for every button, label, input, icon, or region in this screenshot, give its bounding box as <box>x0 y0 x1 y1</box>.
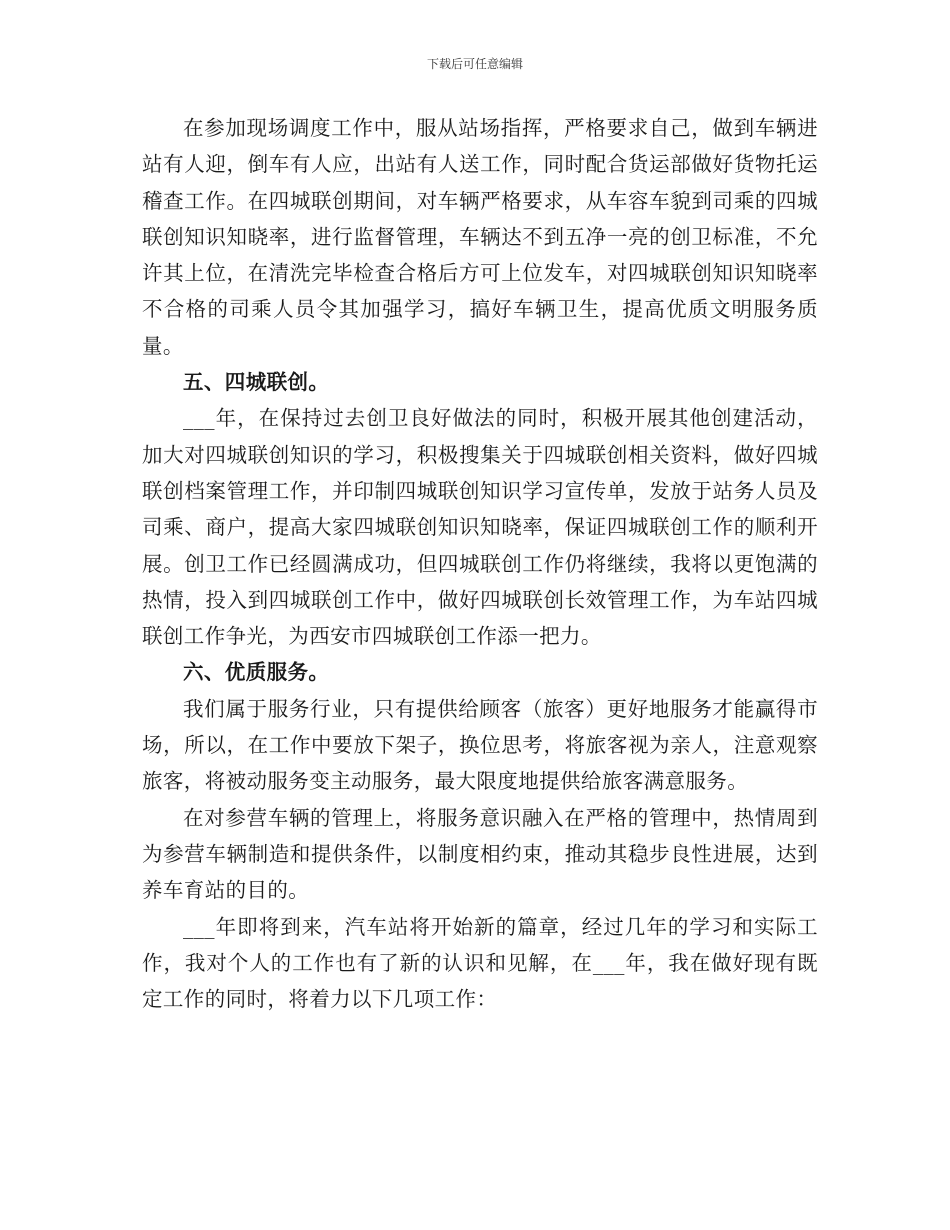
paragraph-service: 我们属于服务行业，只有提供给顾客（旅客）更好地服务才能赢得市场，所以，在工作中要放下架子，换位思考，将旅客视为亲人，注意观察旅客，将被动服务变主动服务，最大限度地提供给旅客满意服务。 <box>142 696 818 794</box>
document-body <box>142 110 818 1017</box>
paragraph-vehicle-management: 在对参营车辆的管理上，将服务意识融入在严格的管理中，热情周到为参营车辆制造和提供条件，以制度相约束，推动其稳步良性进展，达到养车育站的目的。 <box>142 805 818 903</box>
paragraph-four-city: ___年，在保持过去创卫良好做法的同时，积极开展其他创建活动，加大对四城联创知识的学习，积极搜集关于四城联创相关资料，做好四城联创档案管理工作，并印制四城联创知识学习宣传单，发放于站务人员及司乘、商户，提高大家四城联创知识知晓率，保证四城联创工作的顺利开展。创卫工作已经圆满成功，但四城联创工作仍将继续，我将以更饱满的热情，投入到四城联创工作中，做好四城联创长效管理工作，为车站四城联创工作争光，为西安市四城联创工作添一把力。 <box>142 406 818 649</box>
paragraph-next-year: ___年即将到来，汽车站将开始新的篇章，经过几年的学习和实际工作，我对个人的工作也有了新的认识和见解，在___年，我在做好现有既定工作的同时，将着力以下几项工作： <box>142 914 818 1012</box>
section-heading-five: 五、四城联创。 <box>183 370 330 395</box>
section-heading-six: 六、优质服务。 <box>183 660 330 685</box>
paragraph-dispatch: 在参加现场调度工作中，服从站场指挥，严格要求自己，做到车辆进站有人迎，倒车有人应，出站有人送工作，同时配合货运部做好货物托运稽查工作。在四城联创期间，对车辆严格要求，从车容车貌到司乘的四城联创知识知晓率，进行监督管理，车辆达不到五净一亮的创卫标准，不允许其上位，在清洗完毕检查合格后方可上位发车，对四城联创知识知晓率不合格的司乘人员令其加强学习，搞好车辆卫生，提高优质文明服务质量。 <box>142 116 818 358</box>
page-header: 下载后可任意编辑 <box>426 57 523 71</box>
